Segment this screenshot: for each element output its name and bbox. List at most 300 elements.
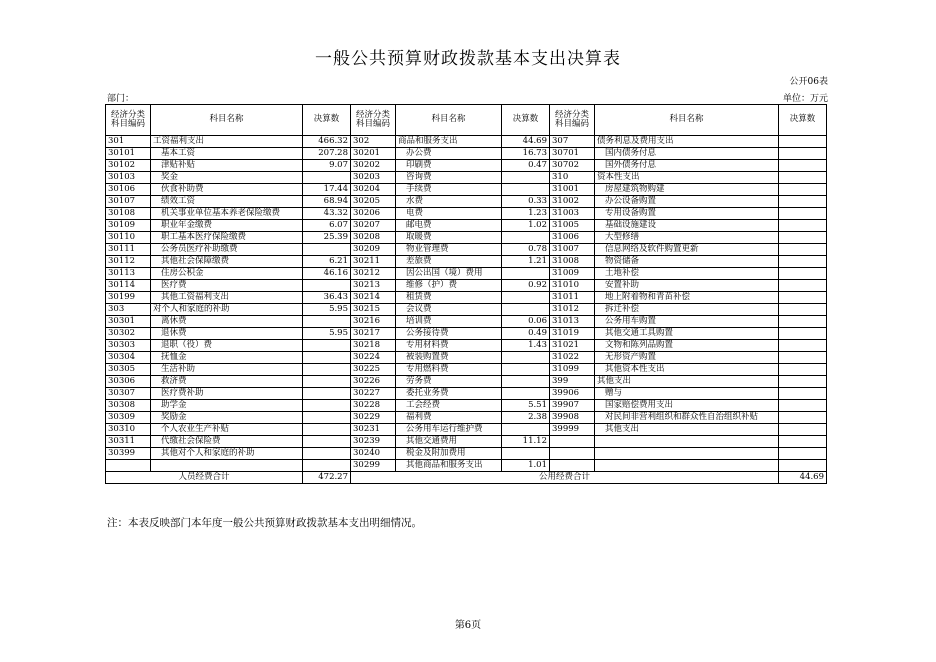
table-row bbox=[106, 220, 827, 232]
cell-amount: 0.33 bbox=[502, 196, 550, 208]
cell-code: 30203 bbox=[351, 172, 396, 184]
cell-code: 30215 bbox=[351, 304, 396, 316]
cell-code: 30109 bbox=[106, 220, 151, 232]
table-row bbox=[106, 364, 827, 376]
cell-name: 生活补助 bbox=[151, 364, 303, 376]
cell-amount bbox=[779, 376, 827, 388]
cell-name: 其他支出 bbox=[595, 376, 779, 388]
cell-amount: 0.49 bbox=[502, 328, 550, 340]
cell-code: 30239 bbox=[351, 436, 396, 448]
public-total-label: 公用经费合计 bbox=[351, 472, 779, 484]
cell-name: 办公设备购置 bbox=[595, 196, 779, 208]
cell-name: 对个人和家庭的补助 bbox=[151, 304, 303, 316]
cell-amount bbox=[779, 352, 827, 364]
cell-name: 安置补助 bbox=[595, 280, 779, 292]
cell-name bbox=[151, 460, 303, 472]
cell-name: 职业年金缴费 bbox=[151, 220, 303, 232]
cell-code: 30299 bbox=[351, 460, 396, 472]
cell-amount bbox=[303, 352, 351, 364]
cell-name: 其他交通费用 bbox=[396, 436, 502, 448]
cell-name: 住房公积金 bbox=[151, 268, 303, 280]
cell-name: 奖金 bbox=[151, 172, 303, 184]
cell-code: 30206 bbox=[351, 208, 396, 220]
cell-amount bbox=[779, 280, 827, 292]
cell-amount: 5.95 bbox=[303, 328, 351, 340]
table-row bbox=[106, 268, 827, 280]
cell-amount bbox=[779, 244, 827, 256]
cell-name: 租赁费 bbox=[396, 292, 502, 304]
cell-name: 资本性支出 bbox=[595, 172, 779, 184]
cell-amount: 0.78 bbox=[502, 244, 550, 256]
cell-name: 奖励金 bbox=[151, 412, 303, 424]
header-amount: 决算数 bbox=[303, 105, 351, 136]
cell-name: 债务利息及费用支出 bbox=[595, 136, 779, 148]
cell-amount bbox=[779, 448, 827, 460]
cell-code: 30226 bbox=[351, 376, 396, 388]
table-row bbox=[106, 244, 827, 256]
cell-name bbox=[595, 460, 779, 472]
cell-amount bbox=[779, 148, 827, 160]
cell-code: 31011 bbox=[550, 292, 595, 304]
cell-code: 31003 bbox=[550, 208, 595, 220]
table-row bbox=[106, 388, 827, 400]
public-total-value: 44.69 bbox=[779, 472, 827, 484]
table-row bbox=[106, 172, 827, 184]
table-row bbox=[106, 280, 827, 292]
cell-amount bbox=[779, 412, 827, 424]
cell-code bbox=[550, 448, 595, 460]
cell-amount bbox=[303, 244, 351, 256]
unit-label: 单位：万元 bbox=[782, 94, 828, 104]
cell-name: 离休费 bbox=[151, 316, 303, 328]
cell-code: 31012 bbox=[550, 304, 595, 316]
cell-code: 31002 bbox=[550, 196, 595, 208]
cell-amount bbox=[502, 364, 550, 376]
cell-amount bbox=[779, 172, 827, 184]
cell-amount bbox=[779, 208, 827, 220]
cell-amount bbox=[303, 340, 351, 352]
cell-code: 30208 bbox=[351, 232, 396, 244]
cell-amount bbox=[779, 232, 827, 244]
header-code: 经济分类科目编码 bbox=[106, 105, 151, 136]
cell-code: 30213 bbox=[351, 280, 396, 292]
table-row bbox=[106, 412, 827, 424]
cell-name: 退职（役）费 bbox=[151, 340, 303, 352]
cell-amount: 44.69 bbox=[502, 136, 550, 148]
cell-name: 其他社会保障缴费 bbox=[151, 256, 303, 268]
cell-name: 培训费 bbox=[396, 316, 502, 328]
table-row bbox=[106, 292, 827, 304]
cell-amount: 46.16 bbox=[303, 268, 351, 280]
cell-amount bbox=[303, 448, 351, 460]
cell-name: 物业管理费 bbox=[396, 244, 502, 256]
cell-code: 31013 bbox=[550, 316, 595, 328]
cell-amount: 1.23 bbox=[502, 208, 550, 220]
cell-amount: 6.07 bbox=[303, 220, 351, 232]
cell-amount: 17.44 bbox=[303, 184, 351, 196]
cell-code: 30224 bbox=[351, 352, 396, 364]
cell-amount bbox=[303, 364, 351, 376]
cell-amount: 25.39 bbox=[303, 232, 351, 244]
cell-code: 31008 bbox=[550, 256, 595, 268]
cell-amount bbox=[502, 304, 550, 316]
cell-code: 31010 bbox=[550, 280, 595, 292]
cell-amount bbox=[502, 232, 550, 244]
cell-name: 赠与 bbox=[595, 388, 779, 400]
cell-name: 基础设施建设 bbox=[595, 220, 779, 232]
cell-amount: 0.06 bbox=[502, 316, 550, 328]
cell-code bbox=[550, 460, 595, 472]
cell-code: 31021 bbox=[550, 340, 595, 352]
totals-row bbox=[106, 472, 827, 484]
table-row bbox=[106, 256, 827, 268]
cell-amount: 6.21 bbox=[303, 256, 351, 268]
cell-code: 30201 bbox=[351, 148, 396, 160]
cell-code: 31019 bbox=[550, 328, 595, 340]
cell-code bbox=[550, 436, 595, 448]
cell-code: 30308 bbox=[106, 400, 151, 412]
cell-code: 31099 bbox=[550, 364, 595, 376]
cell-code: 399 bbox=[550, 376, 595, 388]
cell-name: 基本工资 bbox=[151, 148, 303, 160]
header-amount: 决算数 bbox=[779, 105, 827, 136]
cell-amount: 5.51 bbox=[502, 400, 550, 412]
cell-amount bbox=[502, 268, 550, 280]
cell-code: 30228 bbox=[351, 400, 396, 412]
cell-code: 30302 bbox=[106, 328, 151, 340]
cell-code: 30303 bbox=[106, 340, 151, 352]
table-row bbox=[106, 448, 827, 460]
cell-name: 咨询费 bbox=[396, 172, 502, 184]
cell-code: 31022 bbox=[550, 352, 595, 364]
cell-code: 30106 bbox=[106, 184, 151, 196]
cell-amount: 36.43 bbox=[303, 292, 351, 304]
cell-amount bbox=[779, 436, 827, 448]
cell-amount bbox=[303, 400, 351, 412]
cell-amount bbox=[779, 364, 827, 376]
table-row bbox=[106, 340, 827, 352]
header-code: 经济分类科目编码 bbox=[550, 105, 595, 136]
cell-name: 被装购置费 bbox=[396, 352, 502, 364]
cell-name: 差旅费 bbox=[396, 256, 502, 268]
cell-name bbox=[595, 448, 779, 460]
cell-code: 30204 bbox=[351, 184, 396, 196]
cell-amount: 466.32 bbox=[303, 136, 351, 148]
cell-code: 30101 bbox=[106, 148, 151, 160]
cell-code: 30218 bbox=[351, 340, 396, 352]
cell-name: 其他商品和服务支出 bbox=[396, 460, 502, 472]
cell-amount: 1.43 bbox=[502, 340, 550, 352]
department-label: 部门： bbox=[107, 94, 135, 104]
cell-amount bbox=[779, 196, 827, 208]
cell-amount: 43.32 bbox=[303, 208, 351, 220]
table-row bbox=[106, 196, 827, 208]
table-row bbox=[106, 184, 827, 196]
cell-name: 信息网络及软件购置更新 bbox=[595, 244, 779, 256]
table-row bbox=[106, 208, 827, 220]
cell-code: 30399 bbox=[106, 448, 151, 460]
cell-code: 30111 bbox=[106, 244, 151, 256]
cell-code: 30212 bbox=[351, 268, 396, 280]
cell-name: 大型修缮 bbox=[595, 232, 779, 244]
cell-name: 其他对个人和家庭的补助 bbox=[151, 448, 303, 460]
report-title: 一般公共预算财政拨款基本支出决算表 bbox=[315, 49, 621, 69]
cell-name: 公务接待费 bbox=[396, 328, 502, 340]
cell-code: 30306 bbox=[106, 376, 151, 388]
cell-name: 文物和陈列品购置 bbox=[595, 340, 779, 352]
cell-code: 307 bbox=[550, 136, 595, 148]
cell-amount: 2.38 bbox=[502, 412, 550, 424]
cell-name: 商品和服务支出 bbox=[396, 136, 502, 148]
cell-amount bbox=[502, 184, 550, 196]
cell-code: 30309 bbox=[106, 412, 151, 424]
cell-amount bbox=[303, 316, 351, 328]
cell-amount: 1.21 bbox=[502, 256, 550, 268]
cell-name: 无形资产购置 bbox=[595, 352, 779, 364]
cell-amount bbox=[779, 316, 827, 328]
cell-amount bbox=[502, 292, 550, 304]
cell-amount bbox=[502, 448, 550, 460]
cell-code: 30205 bbox=[351, 196, 396, 208]
cell-amount bbox=[779, 256, 827, 268]
table-row bbox=[106, 376, 827, 388]
expenditure-table bbox=[105, 104, 827, 484]
cell-name: 手续费 bbox=[396, 184, 502, 196]
page-number: 第6页 bbox=[454, 620, 482, 631]
cell-code: 303 bbox=[106, 304, 151, 316]
cell-code: 30701 bbox=[550, 148, 595, 160]
cell-amount bbox=[779, 268, 827, 280]
cell-amount bbox=[779, 160, 827, 172]
cell-name: 工会经费 bbox=[396, 400, 502, 412]
cell-name: 国内债务付息 bbox=[595, 148, 779, 160]
header-code: 经济分类科目编码 bbox=[351, 105, 396, 136]
cell-name: 国外债务付息 bbox=[595, 160, 779, 172]
cell-name: 救济费 bbox=[151, 376, 303, 388]
table-row bbox=[106, 136, 827, 148]
cell-code: 30310 bbox=[106, 424, 151, 436]
cell-amount bbox=[303, 412, 351, 424]
cell-name: 工资福利支出 bbox=[151, 136, 303, 148]
cell-amount: 11.12 bbox=[502, 436, 550, 448]
cell-code: 31001 bbox=[550, 184, 595, 196]
cell-name: 土地补偿 bbox=[595, 268, 779, 280]
cell-code: 30229 bbox=[351, 412, 396, 424]
header-name: 科目名称 bbox=[396, 105, 502, 136]
cell-name: 地上附着物和青苗补偿 bbox=[595, 292, 779, 304]
cell-code: 39907 bbox=[550, 400, 595, 412]
cell-name: 医疗费 bbox=[151, 280, 303, 292]
cell-amount bbox=[303, 388, 351, 400]
cell-amount bbox=[502, 352, 550, 364]
cell-code: 31007 bbox=[550, 244, 595, 256]
table-row bbox=[106, 316, 827, 328]
table-row bbox=[106, 304, 827, 316]
cell-name: 抚恤金 bbox=[151, 352, 303, 364]
cell-name: 其他支出 bbox=[595, 424, 779, 436]
cell-name: 对民间非营利组织和群众性自治组织补贴 bbox=[595, 412, 779, 424]
cell-code: 30216 bbox=[351, 316, 396, 328]
cell-code: 39906 bbox=[550, 388, 595, 400]
cell-code: 30113 bbox=[106, 268, 151, 280]
cell-name: 津贴补贴 bbox=[151, 160, 303, 172]
cell-amount bbox=[779, 292, 827, 304]
cell-code: 30231 bbox=[351, 424, 396, 436]
cell-code: 30225 bbox=[351, 364, 396, 376]
cell-name: 代缴社会保险费 bbox=[151, 436, 303, 448]
header-amount: 决算数 bbox=[502, 105, 550, 136]
cell-name: 专用设备购置 bbox=[595, 208, 779, 220]
cell-name: 取暖费 bbox=[396, 232, 502, 244]
cell-amount bbox=[779, 184, 827, 196]
cell-amount bbox=[779, 304, 827, 316]
cell-name: 其他资本性支出 bbox=[595, 364, 779, 376]
cell-code: 39908 bbox=[550, 412, 595, 424]
cell-amount bbox=[779, 424, 827, 436]
table-row bbox=[106, 400, 827, 412]
cell-name: 绩效工资 bbox=[151, 196, 303, 208]
cell-name: 邮电费 bbox=[396, 220, 502, 232]
cell-amount bbox=[779, 460, 827, 472]
table-row bbox=[106, 352, 827, 364]
cell-name: 职工基本医疗保险缴费 bbox=[151, 232, 303, 244]
cell-code: 302 bbox=[351, 136, 396, 148]
cell-amount: 16.73 bbox=[502, 148, 550, 160]
cell-code bbox=[106, 460, 151, 472]
cell-name: 福利费 bbox=[396, 412, 502, 424]
cell-code: 39999 bbox=[550, 424, 595, 436]
cell-name: 公务用车购置 bbox=[595, 316, 779, 328]
cell-name: 医疗费补助 bbox=[151, 388, 303, 400]
table-header-row bbox=[106, 105, 827, 136]
cell-amount: 5.95 bbox=[303, 304, 351, 316]
cell-amount bbox=[303, 376, 351, 388]
cell-amount bbox=[502, 172, 550, 184]
cell-name: 印刷费 bbox=[396, 160, 502, 172]
cell-amount bbox=[779, 220, 827, 232]
cell-name: 专用燃料费 bbox=[396, 364, 502, 376]
personnel-total-label: 人员经费合计 bbox=[106, 472, 303, 484]
form-code: 公开06表 bbox=[789, 77, 828, 87]
cell-code: 30311 bbox=[106, 436, 151, 448]
cell-code: 30202 bbox=[351, 160, 396, 172]
cell-code: 30305 bbox=[106, 364, 151, 376]
cell-name: 国家赔偿费用支出 bbox=[595, 400, 779, 412]
cell-code: 30307 bbox=[106, 388, 151, 400]
cell-name: 其他交通工具购置 bbox=[595, 328, 779, 340]
cell-code: 30114 bbox=[106, 280, 151, 292]
cell-name: 税金及附加费用 bbox=[396, 448, 502, 460]
cell-name: 水费 bbox=[396, 196, 502, 208]
header-name: 科目名称 bbox=[151, 105, 303, 136]
cell-code: 30207 bbox=[351, 220, 396, 232]
cell-code: 30209 bbox=[351, 244, 396, 256]
cell-name: 其他工资福利支出 bbox=[151, 292, 303, 304]
cell-code: 30240 bbox=[351, 448, 396, 460]
cell-code: 30110 bbox=[106, 232, 151, 244]
cell-name: 因公出国（境）费用 bbox=[396, 268, 502, 280]
cell-name: 公务用车运行维护费 bbox=[396, 424, 502, 436]
cell-amount bbox=[779, 328, 827, 340]
personnel-total-value: 472.27 bbox=[303, 472, 351, 484]
cell-amount bbox=[502, 388, 550, 400]
cell-code: 301 bbox=[106, 136, 151, 148]
cell-name: 个人农业生产补贴 bbox=[151, 424, 303, 436]
cell-name bbox=[595, 436, 779, 448]
cell-name: 电费 bbox=[396, 208, 502, 220]
cell-name: 伙食补助费 bbox=[151, 184, 303, 196]
cell-code: 30304 bbox=[106, 352, 151, 364]
cell-code: 30102 bbox=[106, 160, 151, 172]
cell-code: 31009 bbox=[550, 268, 595, 280]
cell-amount bbox=[779, 340, 827, 352]
cell-name: 公务员医疗补助缴费 bbox=[151, 244, 303, 256]
cell-code: 30214 bbox=[351, 292, 396, 304]
cell-amount bbox=[779, 400, 827, 412]
table-row bbox=[106, 436, 827, 448]
cell-amount: 1.01 bbox=[502, 460, 550, 472]
cell-amount bbox=[303, 436, 351, 448]
cell-amount bbox=[779, 136, 827, 148]
cell-name: 房屋建筑物购建 bbox=[595, 184, 779, 196]
header-name: 科目名称 bbox=[595, 105, 779, 136]
cell-name: 退休费 bbox=[151, 328, 303, 340]
cell-amount bbox=[779, 388, 827, 400]
cell-code: 30227 bbox=[351, 388, 396, 400]
cell-code: 31005 bbox=[550, 220, 595, 232]
cell-code: 30301 bbox=[106, 316, 151, 328]
cell-amount bbox=[502, 424, 550, 436]
cell-code: 30217 bbox=[351, 328, 396, 340]
cell-code: 30199 bbox=[106, 292, 151, 304]
cell-name: 会议费 bbox=[396, 304, 502, 316]
cell-amount: 9.07 bbox=[303, 160, 351, 172]
cell-name: 机关事业单位基本养老保险缴费 bbox=[151, 208, 303, 220]
cell-name: 专用材料费 bbox=[396, 340, 502, 352]
cell-name: 委托业务费 bbox=[396, 388, 502, 400]
table-row bbox=[106, 328, 827, 340]
cell-code: 30211 bbox=[351, 256, 396, 268]
footnote: 注：本表反映部门本年度一般公共预算财政拨款基本支出明细情况。 bbox=[107, 517, 422, 529]
cell-amount: 0.92 bbox=[502, 280, 550, 292]
cell-code: 30107 bbox=[106, 196, 151, 208]
cell-name: 劳务费 bbox=[396, 376, 502, 388]
table-row bbox=[106, 424, 827, 436]
cell-code: 31006 bbox=[550, 232, 595, 244]
cell-code: 30112 bbox=[106, 256, 151, 268]
cell-code: 310 bbox=[550, 172, 595, 184]
cell-code: 30108 bbox=[106, 208, 151, 220]
cell-amount bbox=[303, 424, 351, 436]
cell-amount: 1.02 bbox=[502, 220, 550, 232]
table-row bbox=[106, 232, 827, 244]
cell-name: 助学金 bbox=[151, 400, 303, 412]
cell-amount bbox=[303, 172, 351, 184]
table-row bbox=[106, 160, 827, 172]
cell-amount: 0.47 bbox=[502, 160, 550, 172]
cell-name: 拆迁补偿 bbox=[595, 304, 779, 316]
cell-amount bbox=[303, 460, 351, 472]
cell-name: 物资储备 bbox=[595, 256, 779, 268]
cell-amount: 207.28 bbox=[303, 148, 351, 160]
table-row bbox=[106, 148, 827, 160]
cell-amount bbox=[303, 280, 351, 292]
cell-code: 30702 bbox=[550, 160, 595, 172]
cell-name: 维修（护）费 bbox=[396, 280, 502, 292]
cell-name: 办公费 bbox=[396, 148, 502, 160]
table-row bbox=[106, 460, 827, 472]
cell-code: 30103 bbox=[106, 172, 151, 184]
